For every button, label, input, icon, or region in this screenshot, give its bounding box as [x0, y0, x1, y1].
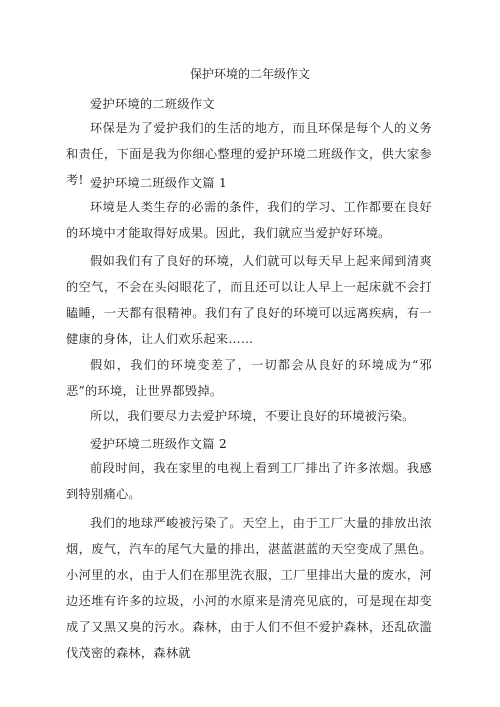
intro-paragraph: 环保是为了爱护我们的生活的地方，而且环保是每个人的义务和责任，下面是我为你细心整理的爱护环境二班级作文，供大家参考! — [66, 121, 432, 187]
essay1-paragraph-4: 所以，我们要尽力去爱护环境，不要让良好的环境被污染。 — [90, 409, 415, 423]
essay2-paragraph-2: 我们的地球严峻被污染了。天空上，由于工厂大量的排放出浓烟，废气，汽车的尾气大量的排出，湛蓝湛蓝的天空变成了黑色。小河里的水，由于人们在那里洗衣服，工厂里排出大量的废水，河边还堆有许多的垃圾，小河的水原来是清亮见底的，可是现在却变成了又黑又臭的污水。森林，由于人们不但不爱护森林，还乱砍滥伐茂密的森林，森林就 — [66, 516, 432, 660]
essay1-paragraph-3: 假如，我们的环境变差了，一切都会从良好的环境成为“邪恶”的环境，让世界都毁掉。 — [66, 358, 432, 398]
essay1-paragraph-2: 假如我们有了良好的环境，人们就可以每天早上起来闻到清爽的空气，不会在头闷眼花了，而且还可以让人早上一起床就不会打瞌睡，一天都有很精神。我们有了良好的环境可以远离疾病，有一健康的身体，让人们欢乐起来…… — [66, 254, 432, 346]
essay1-heading: 爱护环境二班级作文篇 1 — [90, 176, 228, 190]
document-subtitle: 爱护环境的二班级作文 — [90, 97, 215, 111]
essay2-heading: 爱护环境二班级作文篇 2 — [90, 437, 228, 451]
essay2-paragraph-1: 前段时间，我在家里的电视上看到工厂排出了许多浓烟。我感到特别痛心。 — [66, 461, 432, 501]
document-title: 保护环境的二年级作文 — [189, 67, 310, 81]
essay1-paragraph-1: 环境是人类生存的必需的条件，我们的学习、工作都要在良好的环境中才能取得好成果。因此，我们就应当爱护好环境。 — [66, 200, 432, 240]
